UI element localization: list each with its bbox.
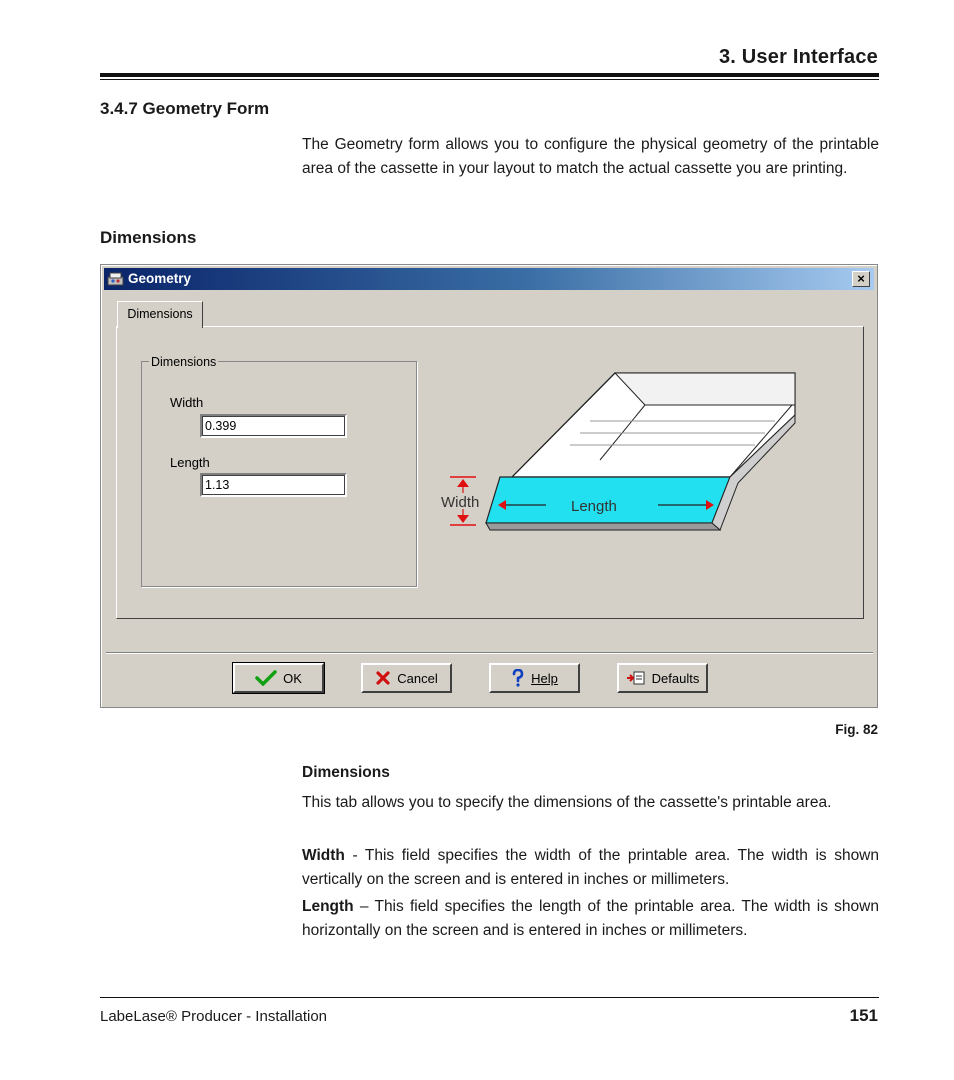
- x-mark-icon: [375, 670, 391, 686]
- geometry-app-icon: [107, 271, 124, 287]
- cancel-button[interactable]: [361, 663, 452, 693]
- width-term: Width: [302, 847, 345, 864]
- close-button[interactable]: ×: [852, 271, 870, 287]
- help-button-label: Help: [531, 670, 558, 686]
- tab-dimensions[interactable]: Dimensions: [117, 301, 203, 328]
- body-subheading: Dimensions: [302, 764, 390, 781]
- header-rule-thin: [100, 79, 879, 80]
- cancel-button-label: Cancel: [397, 670, 438, 686]
- length-term: Length: [302, 898, 354, 915]
- dialog-titlebar[interactable]: [104, 268, 874, 290]
- ok-button[interactable]: [233, 663, 324, 693]
- groupbox-label: Dimensions: [151, 355, 217, 369]
- defaults-icon: [626, 670, 646, 686]
- width-input[interactable]: [200, 414, 347, 438]
- footer-product: LabeLase® Producer - Installation: [100, 1008, 328, 1025]
- cassette-diagram: [430, 365, 800, 540]
- dialog-title: Geometry: [128, 271, 192, 286]
- width-label: Width: [170, 395, 204, 410]
- length-input[interactable]: [200, 473, 347, 497]
- defaults-button[interactable]: [617, 663, 708, 693]
- width-desc-text: - This field specifies the width of the printable area. The width is shown vertically on the screen and is entered in inches or millimeters.: [302, 847, 879, 888]
- dimensions-heading: Dimensions: [100, 228, 197, 247]
- checkmark-icon: [255, 670, 277, 686]
- chapter-title: 3. User Interface: [718, 46, 878, 68]
- help-button[interactable]: [489, 663, 580, 693]
- page-number: 151: [849, 1006, 878, 1025]
- question-mark-icon: [511, 669, 525, 687]
- diagram-width-label: Width: [441, 494, 480, 511]
- section-title: 3.4.7 Geometry Form: [100, 99, 270, 118]
- length-description: [302, 895, 879, 942]
- ok-button-label: OK: [283, 670, 302, 686]
- tab-description: This tab allows you to specify the dimensions of the cassette's printable area.: [302, 794, 832, 811]
- figure-caption: Fig. 82: [835, 722, 878, 737]
- width-description: [302, 844, 879, 891]
- defaults-button-label: Defaults: [651, 670, 700, 686]
- footer-rule: [100, 997, 879, 998]
- length-desc-text: – This field specifies the length of the printable area. The width is shown horizontally on the screen and is entered in inches or millimeters.: [302, 898, 879, 939]
- length-label: Length: [170, 455, 210, 470]
- intro-paragraph: The Geometry form allows you to configure the physical geometry of the printable area of the cassette in your layout to match the actual cassette you are printing.: [302, 136, 879, 177]
- diagram-length-label: Length: [571, 498, 617, 515]
- button-separator: [106, 652, 873, 654]
- header-rule-thick: [100, 73, 879, 77]
